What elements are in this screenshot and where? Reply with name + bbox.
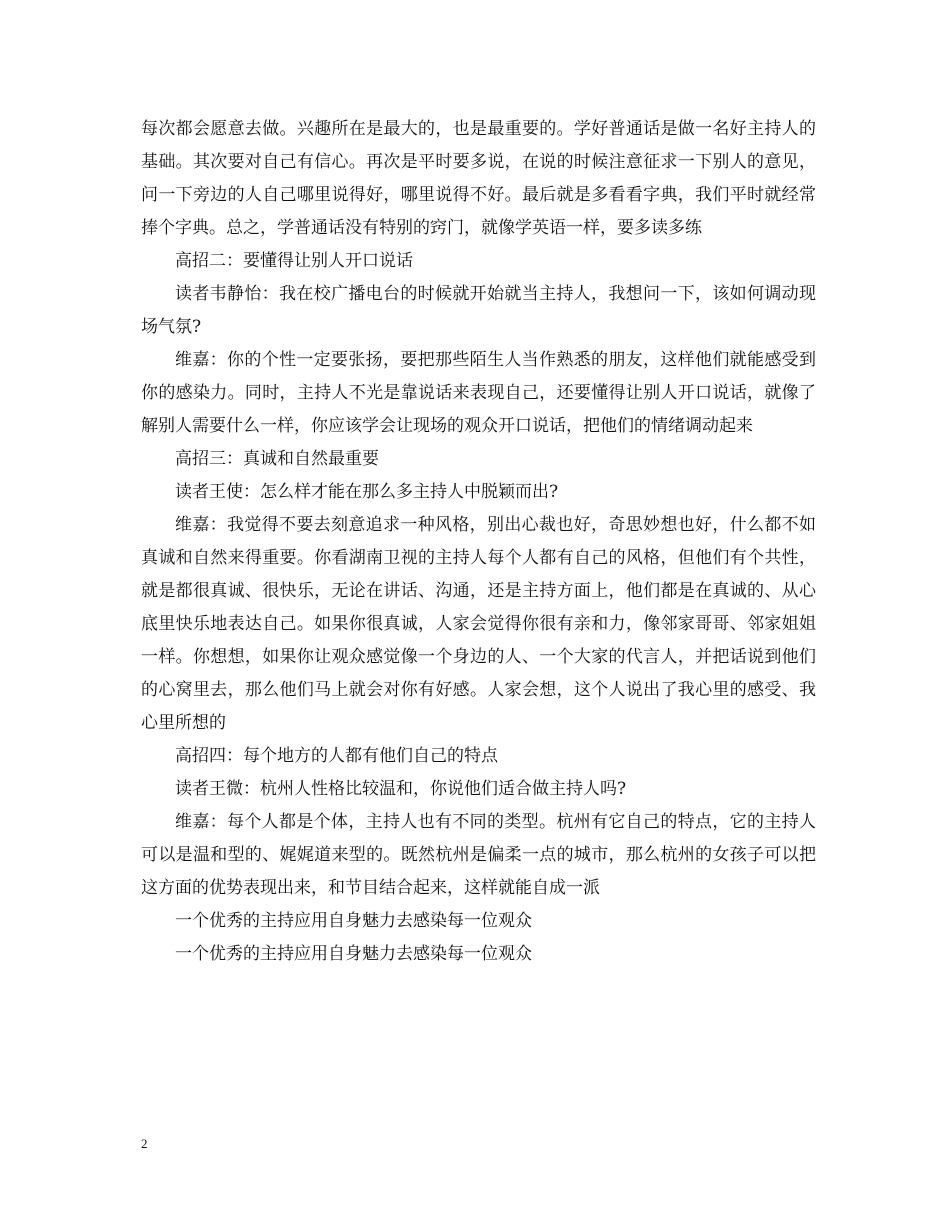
- section-heading-tip-3: 高招三：真诚和自然最重要: [175, 449, 379, 469]
- answer-weijia-hangzhou: 维嘉：每个人都是个体，主持人也有不同的类型。杭州有它自己的特点，它的主持人可以是温和型的、娓娓道来型的。既然杭州是偏柔一点的城市，那么杭州的女孩子可以把这方面的优势表现出来，和节目结合起来，这样就能自成一派: [141, 812, 816, 898]
- reader-question-wei-jingyi: 读者韦静怡：我在校广播电台的时候就开始就当主持人，我想问一下，该如何调动现场气氛?: [141, 284, 816, 337]
- reader-question-wang-wei: 读者王微：杭州人性格比较温和，你说他们适合做主持人吗?: [175, 779, 627, 799]
- answer-weijia-sincerity: 维嘉：我觉得不要去刻意追求一种风格，别出心裁也好，奇思妙想也好，什么都不如真诚和自然来得重要。你看湖南卫视的主持人每个人都有自己的风格，但他们有个共性，就是都很真诚、很快乐，无论在讲话、沟通，还是主持方面上，他们都是在真诚的、从心底里快乐地表达自己。如果你很真诚，人家会觉得你很有亲和力，像邻家哥哥、邻家姐姐一样。你想想，如果你让观众感觉像一个身边的人、一个大家的代言人，并把话说到他们的心窝里去，那么他们马上就会对你有好感。人家会想，这个人说出了我心里的感受、我心里所想的: [141, 515, 816, 733]
- page-number: 2: [141, 1136, 148, 1151]
- reader-question-wang-shi: 读者王使：怎么样才能在那么多主持人中脱颖而出?: [175, 482, 559, 502]
- section-heading-tip-2: 高招二：要懂得让别人开口说话: [175, 251, 413, 271]
- section-heading-tip-4: 高招四：每个地方的人都有他们自己的特点: [175, 746, 498, 766]
- paragraph-intro-continuation: 每次都会愿意去做。兴趣所在是最大的，也是最重要的。学好普通话是做一名好主持人的基础。其次要对自己有信心。再次是平时要多说，在说的时候注意征求一下别人的意见，问一下旁边的人自己哪里说得好，哪里说得不好。最后就是多看看字典，我们平时就经常捧个字典。总之，学普通话没有特别的窍门，就像学英语一样，要多读多练: [141, 119, 816, 238]
- closing-line-2: 一个优秀的主持应用自身魅力去感染每一位观众: [175, 944, 532, 964]
- answer-weijia-atmosphere: 维嘉：你的个性一定要张扬，要把那些陌生人当作熟悉的朋友，这样他们就能感受到你的感染力。同时，主持人不光是靠说话来表现自己，还要懂得让别人开口说话，就像了解别人需要什么一样，你应该学会让现场的观众开口说话，把他们的情绪调动起来: [141, 350, 816, 436]
- document-body: [141, 113, 816, 971]
- closing-line-1: 一个优秀的主持应用自身魅力去感染每一位观众: [175, 911, 532, 931]
